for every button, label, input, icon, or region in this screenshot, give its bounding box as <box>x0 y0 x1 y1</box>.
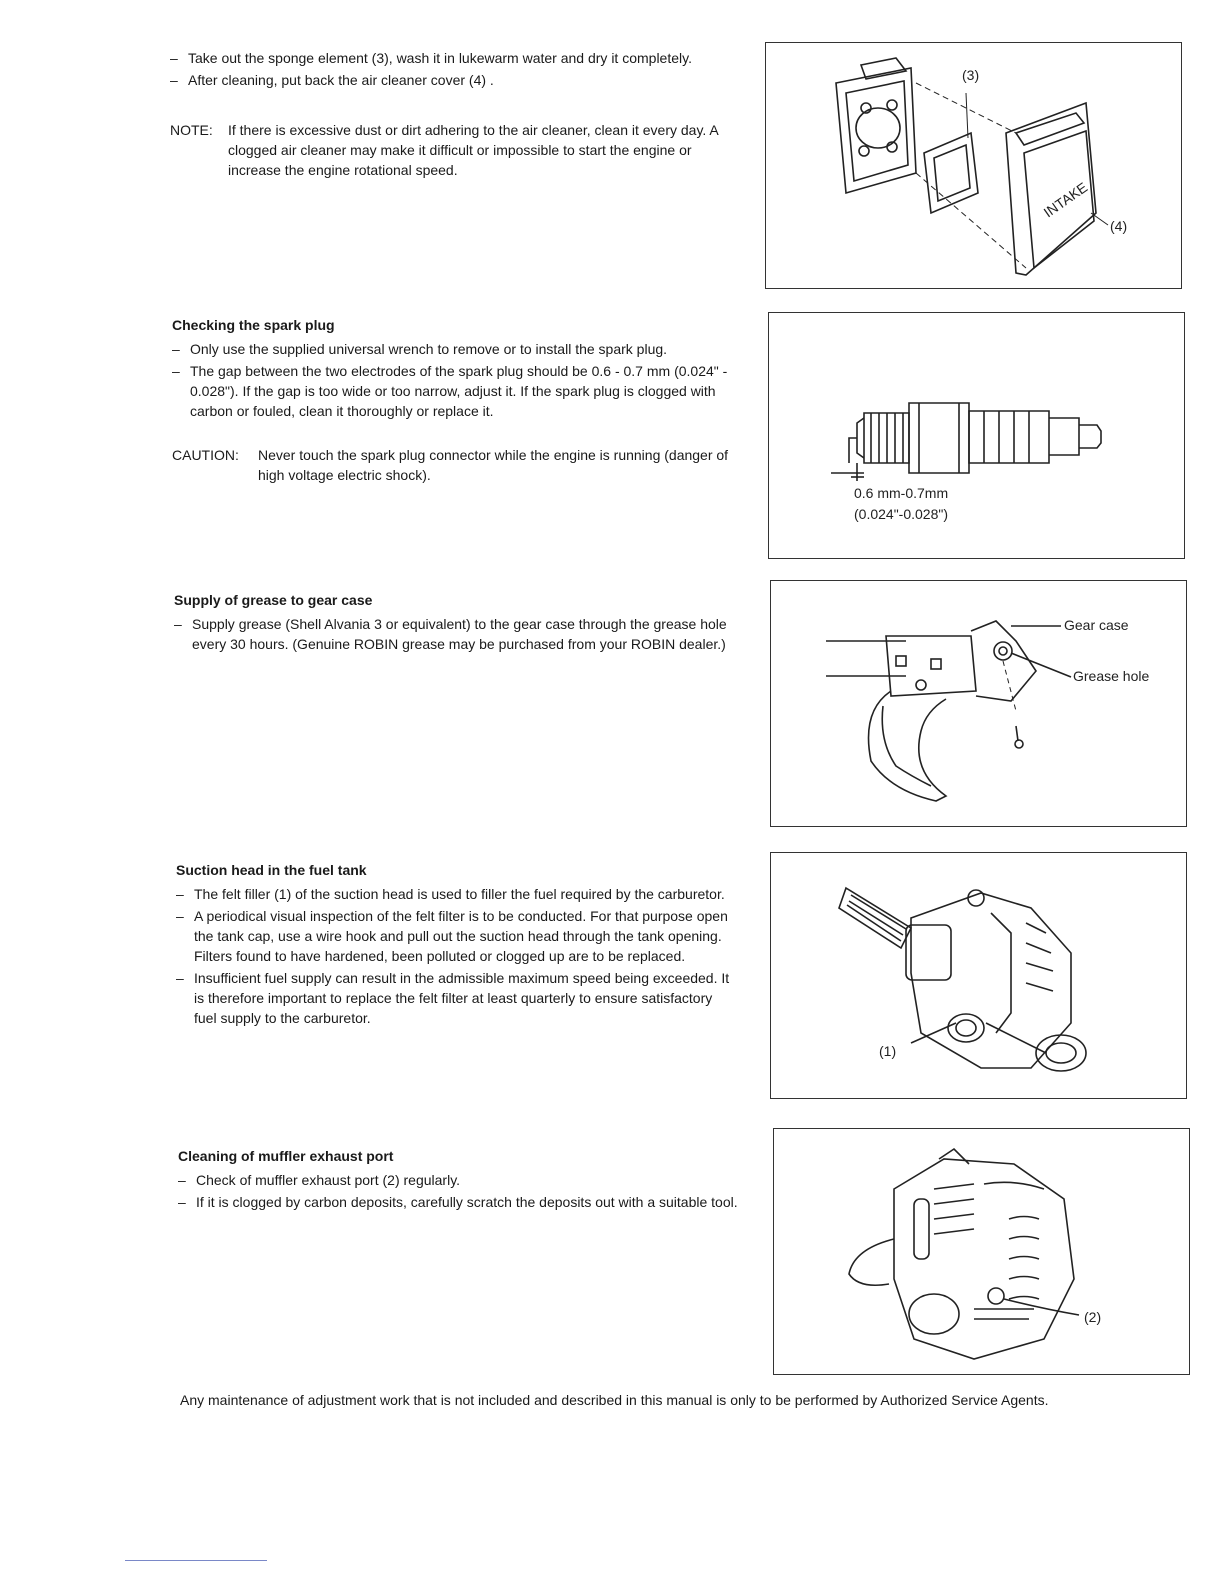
list-item: – Only use the supplied universal wrench to remove or to install the spark plug. <box>172 341 668 357</box>
suction-heading: Suction head in the fuel tank <box>176 862 367 878</box>
caution-label: CAUTION: <box>172 447 239 463</box>
spark-plug-figure <box>768 312 1185 559</box>
air-cleaner-figure <box>765 42 1182 289</box>
suction-list <box>176 884 736 1028</box>
list-item: – The felt filler (1) of the suction head is used to filler the fuel required by the carburetor. <box>176 886 725 902</box>
grease-text <box>174 590 734 656</box>
fuel-tank-figure <box>770 852 1187 1099</box>
gap-in-label: (0.024"-0.028") <box>854 506 948 522</box>
muffler-heading: Cleaning of muffler exhaust port <box>178 1148 394 1164</box>
muffler-list <box>178 1170 738 1212</box>
grease-heading: Supply of grease to gear case <box>174 592 373 608</box>
gap-mm-label: 0.6 mm-0.7mm <box>854 485 949 501</box>
label-3: (3) <box>962 67 980 83</box>
list-item: – Take out the sponge element (3), wash it in lukewarm water and dry it completely. <box>170 50 692 66</box>
footer-note: Any maintenance of adjustment work that is not included and described in this manual is only to be performed by Authorized Service Agents. <box>180 1392 1049 1408</box>
label-1: (1) <box>879 1043 897 1059</box>
spark-plug-heading: Checking the spark plug <box>172 317 335 333</box>
list-item: – After cleaning, put back the air cleaner cover (4) . <box>170 72 494 88</box>
list-item: – If it is clogged by carbon deposits, carefully scratch the deposits out with a suitable tool. <box>178 1194 738 1210</box>
list-item: – The gap between the two electrodes of the spark plug should be 0.6 - 0.7 mm (0.024" - 0.028"). If the gap is too wide or too narrow, adjust it. If the spark plug is clogged with carbon or fouled, clean it thoroughly or replace it. <box>172 363 728 419</box>
gear-case-figure <box>770 580 1187 827</box>
muffler-figure <box>773 1128 1190 1375</box>
suction-text <box>176 860 736 1030</box>
caution-text: Never touch the spark plug connector while the engine is running (danger of high voltage electric shock). <box>258 447 729 483</box>
list-item: – Insufficient fuel supply can result in the admissible maximum speed being exceeded. It is therefore important to replace the felt filter at least quarterly to ensure satisfactory fuel supply to the carburetor. <box>176 970 730 1026</box>
list-item: – A periodical visual inspection of the felt filter is to be conducted. For that purpose open the tank cap, use a wire hook and pull out the suction head through the tank opening. Filters found to have hardened, been polluted or clogged up are to be replaced. <box>176 908 728 964</box>
list-item: – Check of muffler exhaust port (2) regularly. <box>178 1172 461 1188</box>
muffler-text <box>178 1146 738 1214</box>
air-cleaner-text <box>170 48 740 180</box>
spark-plug-list <box>172 339 747 421</box>
label-2: (2) <box>1084 1309 1102 1325</box>
note-block <box>170 120 740 180</box>
list-item: – Supply grease (Shell Alvania 3 or equivalent) to the gear case through the grease hole every 30 hours. (Genuine ROBIN grease may be purchased from your ROBIN dealer.) <box>174 616 727 652</box>
label-4: (4) <box>1110 218 1128 234</box>
grease-list <box>174 614 734 654</box>
caution-block <box>172 445 747 485</box>
grease-hole-label: Grease hole <box>1073 668 1150 684</box>
footer-rule <box>125 1560 267 1561</box>
spark-plug-text <box>172 315 747 485</box>
intake-text: INTAKE <box>1040 178 1091 221</box>
note-text: If there is excessive dust or dirt adhering to the air cleaner, clean it every day. A clogged air cleaner may make it difficult or impossible to start the engine or increase the engine rotational speed. <box>228 122 718 178</box>
note-label: NOTE: <box>170 122 213 138</box>
gear-case-label: Gear case <box>1064 617 1129 633</box>
air-cleaner-list <box>170 48 740 90</box>
